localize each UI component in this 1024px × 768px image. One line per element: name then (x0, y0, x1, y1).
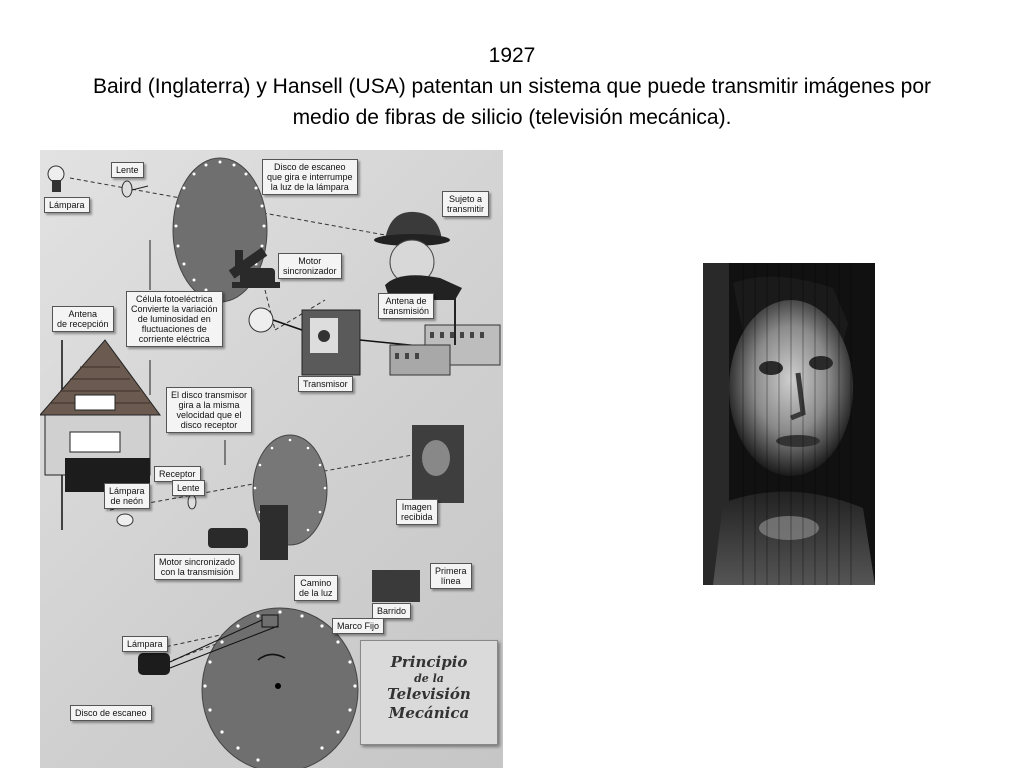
label-sujeto: Sujeto a transmitir (442, 191, 489, 217)
label-imagen-recibida: Imagen recibida (396, 499, 438, 525)
received-face-photo (703, 263, 875, 585)
label-camino-luz: Camino de la luz (294, 575, 338, 601)
label-motor-sincronizado: Motor sincronizado con la transmisión (154, 554, 240, 580)
label-lampara-bottom: Lámpara (122, 636, 168, 652)
mechanical-tv-diagram (40, 150, 503, 768)
bottom-scanning-disc (138, 608, 358, 768)
principio-television-mecanica-title: Principio de la Televisión Mecánica (360, 640, 498, 745)
barrido-swatch (372, 570, 420, 602)
received-image-thumb (412, 425, 464, 503)
label-marco-fijo: Marco Fijo (332, 618, 384, 634)
slide-caption-line-1: Baird (Inglaterra) y Hansell (USA) patentan un sistema que puede transmitir imágenes por (92, 75, 932, 98)
label-transmisor: Transmisor (298, 376, 353, 392)
slide-year: 1927 (488, 44, 536, 67)
label-antena-transmision: Antena de transmisión (378, 293, 434, 319)
label-celula-fotoelectrica: Célula fotoeléctrica Convierte la variación de luminosidad en fluctuaciones de corriente eléctrica (126, 291, 223, 347)
label-primera-linea: Primera línea (430, 563, 472, 589)
label-disco-escaneo-top: Disco de escaneo que gira e interrumpe la luz de la lámpara (262, 159, 358, 195)
man-with-hat (374, 212, 462, 300)
label-lampara-top: Lámpara (44, 197, 90, 213)
label-lampara-neon: Lámpara de neón (104, 483, 150, 509)
label-antena-recepcion: Antena de recepción (52, 306, 114, 332)
label-disco-escaneo-bottom: Disco de escaneo (70, 705, 152, 721)
label-receptor: Receptor (154, 466, 201, 482)
label-lente-mid: Lente (172, 480, 205, 496)
label-lente-top: Lente (111, 162, 144, 178)
label-barrido: Barrido (372, 603, 411, 619)
slide-title (0, 40, 1024, 133)
slide-caption-line-2: medio de fibras de silicio (televisión mecánica). (292, 106, 732, 129)
label-motor-sincronizador: Motor sincronizador (278, 253, 342, 279)
face-photo-artwork (703, 263, 875, 585)
label-disco-transmisor: El disco transmisor gira a la misma velocidad que el disco receptor (166, 387, 252, 433)
